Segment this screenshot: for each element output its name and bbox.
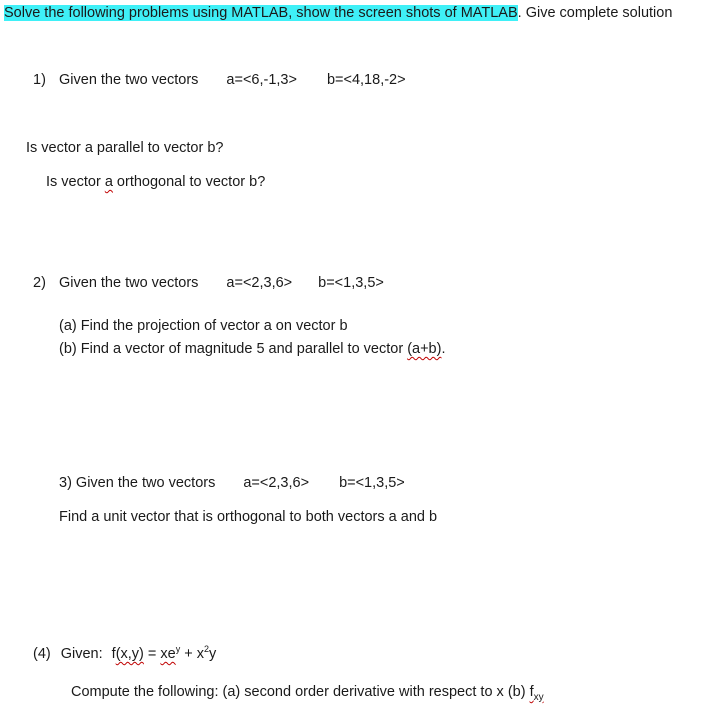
q4-plus-x: + x bbox=[180, 646, 205, 662]
instructions-header bbox=[4, 5, 672, 21]
highlighted-instruction: Solve the following problems using MATLAB, show the screen shots of MATLAB bbox=[4, 5, 518, 21]
q1-text: Given the two vectors bbox=[59, 72, 199, 88]
q4-xy: (x,y) bbox=[115, 646, 144, 662]
q2-text: Given the two vectors bbox=[59, 275, 199, 291]
q1-orthogonal-question bbox=[46, 174, 265, 190]
instruction-rest: . Give complete solution bbox=[517, 5, 673, 21]
q4-f: f bbox=[111, 646, 116, 662]
q3-header: 3) Given the two vectors bbox=[59, 475, 216, 491]
q1-number: 1) bbox=[33, 72, 46, 88]
q2-part-b-text: (b) Find a vector of magnitude 5 and parallel to vector bbox=[59, 341, 408, 357]
q3-vector-b: b=<1,3,5> bbox=[339, 475, 405, 491]
q4-y: y bbox=[209, 646, 217, 662]
q4-y-exponent: y bbox=[175, 644, 181, 654]
q3-statement bbox=[59, 475, 405, 491]
q1-statement bbox=[33, 72, 406, 88]
q1-vector-b: b=<4,18,-2> bbox=[326, 72, 406, 88]
q2-number: 2) bbox=[33, 275, 46, 291]
q4-number: (4) bbox=[33, 646, 51, 662]
q1-parallel-question: Is vector a parallel to vector b? bbox=[26, 140, 224, 156]
q1-orth-a: a bbox=[104, 174, 113, 190]
q3-vector-a: a=<2,3,6> bbox=[243, 475, 310, 491]
q2-vector-b: b=<1,3,5> bbox=[318, 275, 384, 291]
q2-statement bbox=[33, 275, 384, 291]
q4-eq: = bbox=[143, 646, 161, 662]
q2-vector-a: a=<2,3,6> bbox=[226, 275, 293, 291]
q4-fxy-f: f bbox=[529, 684, 534, 700]
q1-orth-post: orthogonal to vector b? bbox=[112, 174, 266, 190]
q1-vector-a: a=<6,-1,3> bbox=[226, 72, 297, 88]
q2-part-a: (a) Find the projection of vector a on vector b bbox=[59, 318, 348, 334]
q4-square-exponent: 2 bbox=[204, 644, 210, 654]
q4-fxy-subscript: xy bbox=[533, 691, 544, 703]
q4-compute-text: Compute the following: (a) second order derivative with respect to x (b) bbox=[71, 684, 530, 700]
q1-orth-pre: Is vector bbox=[46, 174, 105, 190]
q2-part-b-period: . bbox=[441, 341, 446, 357]
q4-statement bbox=[33, 646, 216, 662]
q4-fxy bbox=[529, 684, 544, 703]
q4-given: Given: bbox=[60, 646, 103, 662]
q3-task: Find a unit vector that is orthogonal to both vectors a and b bbox=[59, 509, 438, 525]
q2-part-b-vector: (a+b) bbox=[407, 341, 442, 357]
q4-xe: xe bbox=[160, 646, 176, 662]
q2-part-b bbox=[59, 341, 445, 357]
q4-compute bbox=[71, 684, 544, 703]
